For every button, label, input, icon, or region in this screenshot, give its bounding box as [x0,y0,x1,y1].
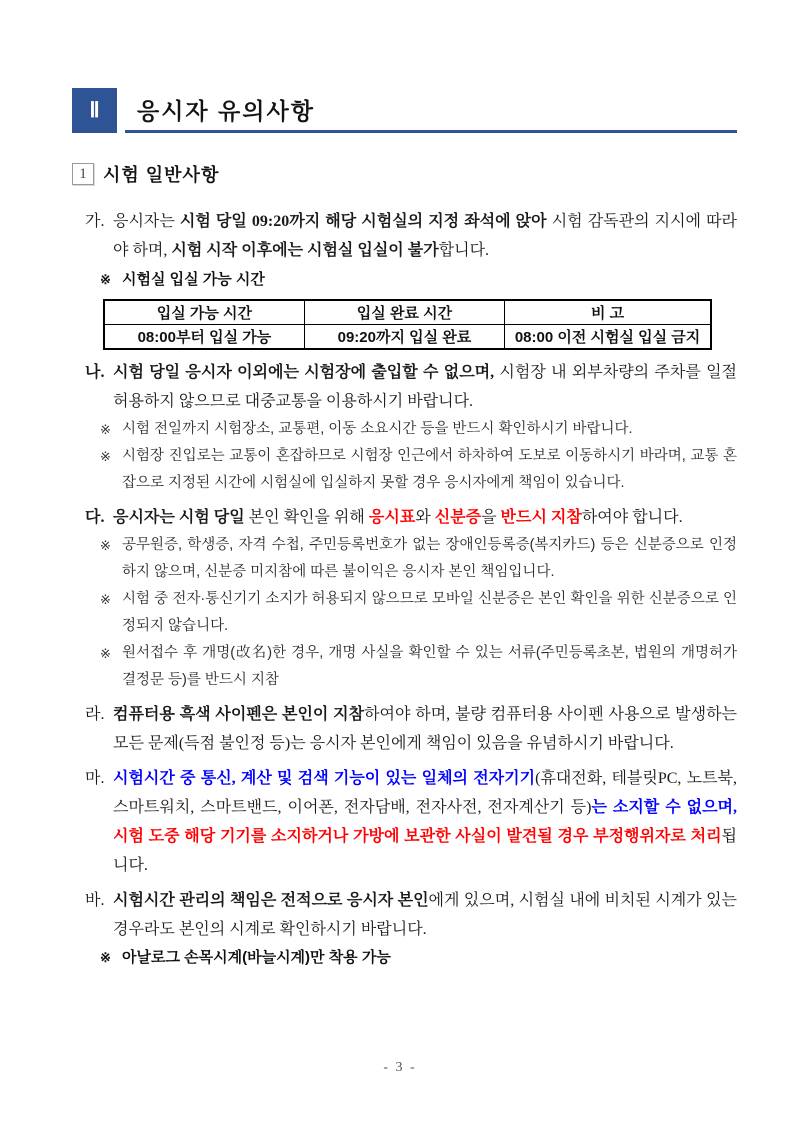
section-index-box: 1 [72,163,94,185]
text-segment: 시험 당일 응시자 이외에는 시험장에 출입할 수 없으며, [113,364,495,381]
note-text: 시험실 입실 가능 시간 [122,271,265,288]
item-text [113,503,737,532]
page-number: - 3 - [383,1060,417,1075]
item-text [113,700,737,758]
sub-note [100,532,737,586]
text-segment: (휴대전화, 테블릿PC, 노트북, 스마트워치, 스마트밴드, 이어폰, 전자담배, 전자사전, 전자계산기 등) [113,770,737,816]
sub-note-text: 아날로그 손목시계(바늘시계)만 착용 가능 [122,949,391,966]
reference-mark-icon: ※ [100,422,111,437]
table-cell: 08:00부터 입실 가능 [104,325,304,350]
list-item-ma [85,764,737,880]
sub-note-text: 시험장 진입로는 교통이 혼잡하므로 시험장 인근에서 하차하여 도보로 이동하시기 바라며, 교통 혼잡으로 지정된 시간에 시험실에 입실하지 못할 경우 응시자에게 책임이 있습니다. [122,448,737,491]
text-segment: 시험장 내 외부차량의 주차를 일절 허용하지 않으므로 대중교통을 이용하시기 바랍니다. [113,364,737,410]
text-segment: 응시표 [368,509,416,526]
sub-note-text: 시험 중 전자·통신기기 소지가 허용되지 않으므로 모바일 신분증은 본인 확인을 위한 신분증으로 인정되지 않습니다. [122,591,737,634]
table-cell: 08:00 이전 시험실 입실 금지 [505,325,711,350]
reference-mark-icon: ※ [100,950,111,965]
text-segment: 응시자는 시험 당일 [113,509,245,526]
text-segment: 시험시간 관리의 책임은 전적으로 응시자 본인 [113,892,429,909]
text-segment: 시험 시작 이후에는 시험실 입실이 불가 [171,242,439,259]
sub-note [100,640,737,694]
sub-note-text: 공무원증, 학생증, 자격 수첩, 주민등록번호가 없는 장애인등록증(복지카드) 등은 신분증으로 인정하지 않으며, 신분증 미지참에 따른 불이익은 응시자 본인 책임입니다. [122,537,737,580]
text-segment: 반드시 지참 [500,509,582,526]
item-label: 라. [85,706,105,723]
list-item-na [85,358,737,497]
text-segment: 컴퓨터용 흑색 사이펜은 본인이 지참 [113,706,365,723]
text-segment: 는 소지할 수 없으며, [591,799,737,816]
section-number-badge: Ⅱ [72,88,117,133]
sub-note [100,944,737,971]
item-text [113,764,737,880]
text-segment: 하여야 합니다. [581,509,683,526]
text-segment: 와 [415,509,435,526]
text-segment: 에게 있으며, 시험실 내에 비치된 시계가 있는 경우라도 본인의 시계로 확인하시기 바랍니다. [113,892,737,938]
item-text [113,358,737,416]
text-segment: 시험시간 중 통신, 계산 및 검색 기능이 있는 일체의 전자기기 [113,770,536,787]
reference-mark-icon: ※ [100,646,111,661]
item-label: 가. [85,213,105,230]
table-cell: 09:20까지 입실 완료 [304,325,504,350]
reference-mark-icon: ※ [100,449,111,464]
list-item-da [85,503,737,694]
item-text [113,207,737,265]
item-label: 다. [85,509,105,526]
sub-note [100,416,737,443]
table-header-cell: 입실 완료 시간 [304,300,504,325]
sub-note-text: 시험 전일까지 시험장소, 교통편, 이동 소요시간 등을 반드시 확인하시기 바랍니다. [122,421,633,437]
reference-mark-icon: ※ [100,538,111,553]
section-heading [72,161,737,187]
item-label: 나. [85,364,105,381]
item-text [113,886,737,944]
text-segment: 합니다. [438,242,490,259]
table-header-row [104,300,711,325]
item-label: 마. [85,770,105,787]
note-line [100,268,737,292]
text-segment: 시험 당일 09:20까지 해당 시험실의 지정 좌석에 앉아 [179,213,547,230]
document-header [72,88,737,133]
table-header-cell: 비 고 [505,300,711,325]
text-segment: 시험 도중 해당 기기를 소지하거나 가방에 보관한 사실이 발견될 경우 부정행위자로 처리 [113,828,722,845]
entry-time-table [103,299,712,350]
list-item-ga [85,207,737,350]
list-item-ra [85,700,737,758]
text-segment: 본인 확인을 위해 [244,509,369,526]
reference-mark-icon: ※ [100,272,111,287]
text-segment: 하여야 하며, 불량 컴퓨터용 사이펜 사용으로 발생하는 모든 문제(득점 불인정 등)는 응시자 본인에게 책임이 있음을 유념하시기 바랍니다. [113,706,737,752]
sub-note [100,443,737,497]
text-segment: 응시자는 [113,213,180,230]
text-segment: 시험 감독관의 지시에 따라야 하며, [113,213,737,259]
text-segment: 됩니다. [113,828,737,874]
item-label: 바. [85,892,105,909]
page-title: 응시자 유의사항 [137,97,315,124]
section-title: 시험 일반사항 [103,165,220,185]
text-segment: 신분증 [434,509,482,526]
reference-mark-icon: ※ [100,592,111,607]
sub-note [100,586,737,640]
sub-note-text: 원서접수 후 개명(改名)한 경우, 개명 사실을 확인할 수 있는 서류(주민등록초본, 법원의 개명허가 결정문 등)를 반드시 지참 [122,645,737,688]
title-underline [125,88,737,133]
list-item-ba [85,886,737,971]
text-segment: 을 [481,509,501,526]
table-row [104,325,711,350]
table-header-cell: 입실 가능 시간 [104,300,304,325]
